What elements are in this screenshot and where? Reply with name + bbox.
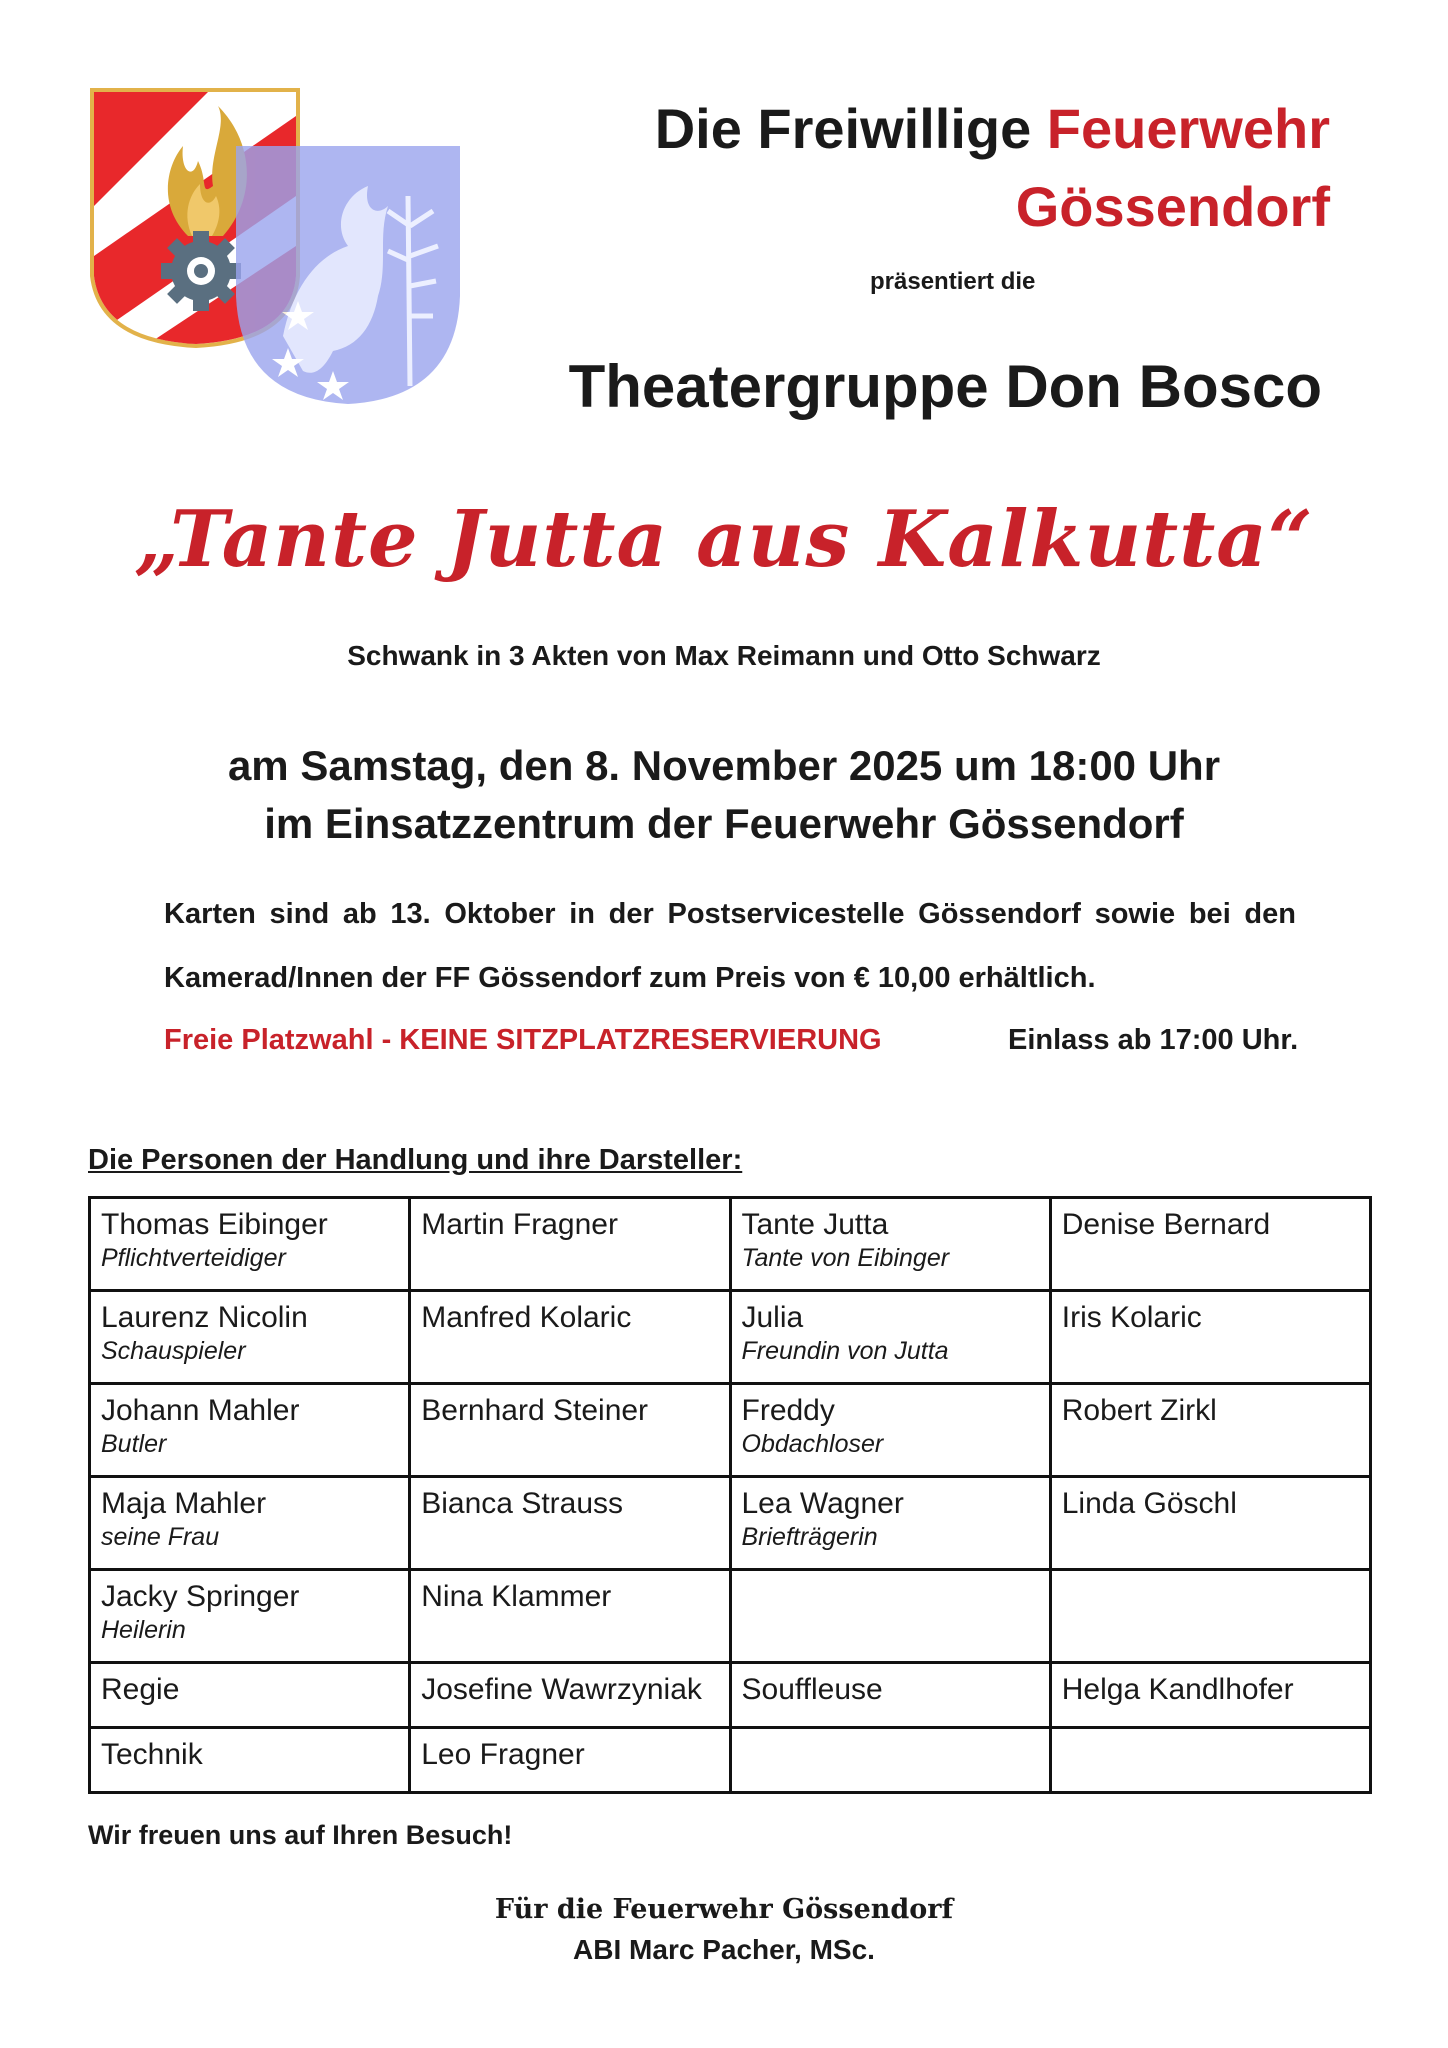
event-date: am Samstag, den 8. November 2025 um 18:00 Uhr [227,742,1221,789]
table-row [90,1663,1371,1728]
cast-name: Martin Fragner [421,1208,618,1241]
cast-name: Helga Kandlhofer [1061,1673,1294,1706]
table-cell [90,1198,410,1291]
table-cell [410,1570,730,1663]
cast-name: Tante Jutta [741,1208,889,1241]
table-cell [1050,1291,1370,1384]
table-cell [410,1384,730,1477]
table-row [90,1291,1371,1384]
seating-notice: Freie Platzwahl - KEINE SITZPLATZRESERVIERUNG [164,1024,882,1056]
table-row [90,1477,1371,1570]
role-description: Freundin von Jutta [741,1337,949,1365]
table-cell [730,1477,1050,1570]
table-cell [1050,1728,1370,1793]
role-description: Heilerin [101,1616,186,1644]
table-cell [730,1384,1050,1477]
ticket-info-line1: Karten sind ab 13. Oktober in der Postservicestelle Gössendorf sowie bei den [164,898,1296,930]
cast-name: Leo Fragner [421,1738,585,1771]
cast-name: Regie [101,1673,180,1706]
cast-heading: Die Personen der Handlung und ihre Darsteller: [88,1144,743,1176]
cast-name: Iris Kolaric [1061,1301,1202,1334]
table-cell [1050,1663,1370,1728]
table-cell [90,1570,410,1663]
cast-name: Freddy [741,1394,835,1427]
logo-group [88,86,468,416]
table-cell [410,1198,730,1291]
table-cell [1050,1384,1370,1477]
table-row [90,1570,1371,1663]
table-cell [730,1570,1050,1663]
table-cell [90,1477,410,1570]
header-title-red: Feuerwehr [1046,97,1330,160]
table-cell [90,1663,410,1728]
table-cell [1050,1570,1370,1663]
table-cell [730,1198,1050,1291]
cast-name: Julia [741,1301,804,1334]
signature-name: ABI Marc Pacher, MSc. [573,1934,875,1965]
table-cell [1050,1477,1370,1570]
cast-name: Bernhard Steiner [421,1394,649,1427]
header-title-line1 [655,96,1330,161]
cast-name: Robert Zirkl [1061,1394,1217,1427]
role-description: Schauspieler [101,1337,246,1365]
role-description: Butler [101,1430,167,1458]
role-description: Obdachloser [741,1430,884,1458]
play-title: „Tante Jutta aus Kalkutta“ [134,494,1314,585]
table-cell [410,1291,730,1384]
cast-name: Linda Göschl [1061,1487,1237,1520]
table-row [90,1728,1371,1793]
cast-name: Josefine Wawrzyniak [421,1673,702,1706]
presents-text: präsentiert die [870,268,1036,295]
ticket-info-line2: Kamerad/Innen der FF Gössendorf zum Preis von € 10,00 erhältlich. [164,962,1096,994]
admission-time: Einlass ab 17:00 Uhr. [1008,1024,1299,1056]
theater-group-name: Theatergruppe Don Bosco [568,353,1322,420]
cast-name: Denise Bernard [1061,1208,1271,1241]
table-cell [90,1384,410,1477]
table-cell [410,1663,730,1728]
cast-name: Technik [101,1738,203,1771]
cast-name: Maja Mahler [101,1487,267,1520]
table-cell [410,1477,730,1570]
closing-text: Wir freuen uns auf Ihren Besuch! [88,1820,513,1850]
role-description: Pflichtverteidiger [101,1244,286,1272]
role-description: seine Frau [101,1523,220,1551]
cast-name: Manfred Kolaric [421,1301,632,1334]
header-title-line2: Gössendorf [1015,175,1330,238]
role-description: Briefträgerin [741,1523,878,1551]
cast-name: Jacky Springer [101,1580,300,1613]
table-cell [1050,1198,1370,1291]
cast-name: Bianca Strauss [421,1487,624,1520]
table-cell [90,1291,410,1384]
table-cell [410,1728,730,1793]
signature-organization: Für die Feuerwehr Gössendorf [494,1894,954,1925]
cast-name: Lea Wagner [741,1487,904,1520]
cast-name: Souffleuse [741,1673,883,1706]
table-cell [730,1663,1050,1728]
cast-name: Thomas Eibinger [101,1208,328,1241]
cast-name: Johann Mahler [101,1394,300,1427]
municipal-crest-icon [236,146,460,404]
table-row [90,1198,1371,1291]
event-venue: im Einsatzzentrum der Feuerwehr Gössendorf [264,800,1184,847]
table-cell [90,1728,410,1793]
cast-table [88,1196,1372,1794]
play-subtitle: Schwank in 3 Akten von Max Reimann und Otto Schwarz [347,640,1101,671]
table-cell [730,1728,1050,1793]
cast-name: Laurenz Nicolin [101,1301,308,1334]
header-title-prefix: Die Freiwillige [654,97,1047,160]
role-description: Tante von Eibinger [741,1244,950,1272]
cast-name: Nina Klammer [421,1580,612,1613]
table-row [90,1384,1371,1477]
table-cell [730,1291,1050,1384]
